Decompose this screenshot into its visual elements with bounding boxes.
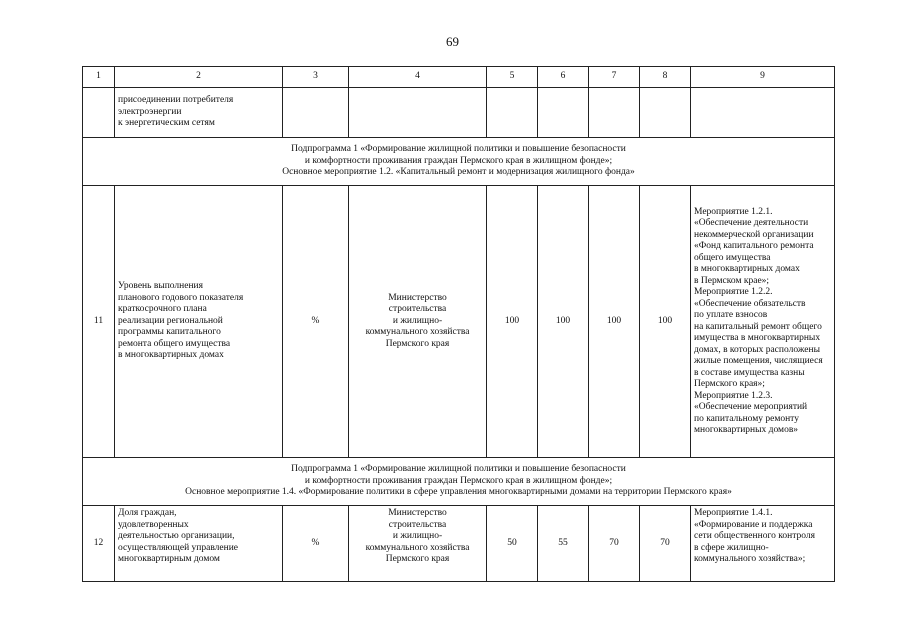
value-cell: 100 — [640, 186, 691, 458]
header-cell: 8 — [640, 67, 691, 88]
page-number: 69 — [446, 34, 459, 49]
value-cell — [538, 88, 589, 138]
subprogram-row — [83, 138, 835, 186]
header-cell: 2 — [115, 67, 283, 88]
value-cell — [487, 88, 538, 138]
table-row — [83, 186, 835, 458]
header-cell: 1 — [83, 67, 115, 88]
header-cell: 5 — [487, 67, 538, 88]
unit-cell: % — [283, 186, 349, 458]
measures-cell — [691, 88, 835, 138]
unit-cell — [283, 88, 349, 138]
indicator-cell: Уровень выполнения планового годового показателя краткосрочного плана реализации региональной программы капитального ремонта общего имущества в многоквартирных домах — [115, 186, 283, 458]
header-cell: 7 — [589, 67, 640, 88]
indicators-table — [82, 66, 835, 582]
table-row — [83, 506, 835, 582]
executor-cell: Министерство строительства и жилищно- коммунального хозяйства Пермского края — [349, 186, 487, 458]
executor-cell: Министерство строительства и жилищно- коммунального хозяйства Пермского края — [349, 506, 487, 582]
indicator-cell: Доля граждан, удовлетворенных деятельностью организации, осуществляющей управление многоквартирным домом — [115, 506, 283, 582]
indicator-cell: присоединении потребителя электроэнергии к энергетическим сетям — [115, 88, 283, 138]
header-cell: 4 — [349, 67, 487, 88]
value-cell: 100 — [487, 186, 538, 458]
unit-cell: % — [283, 506, 349, 582]
row-number-cell: 11 — [83, 186, 115, 458]
measures-cell: Мероприятие 1.4.1. «Формирование и поддержка сети общественного контроля в сфере жилищно- коммунального хозяйства»; — [691, 506, 835, 582]
value-cell — [640, 88, 691, 138]
header-cell: 6 — [538, 67, 589, 88]
table-row — [83, 88, 835, 138]
value-cell: 70 — [589, 506, 640, 582]
value-cell: 100 — [538, 186, 589, 458]
value-cell: 55 — [538, 506, 589, 582]
subprogram-heading: Подпрограмма 1 «Формирование жилищной политики и повышение безопасности и комфортности проживания граждан Пермского края в жилищном фонде»; Основное мероприятие 1.2. «Капитальный ремонт и модернизация жилищного фонда» — [83, 138, 835, 186]
table-header-row — [83, 67, 835, 88]
header-cell: 9 — [691, 67, 835, 88]
subprogram-row — [83, 458, 835, 506]
measures-cell: Мероприятие 1.2.1. «Обеспечение деятельности некоммерческой организации «Фонд капитального ремонта общего имущества в многоквартирных домах в Пермском крае»; Мероприятие 1.2.2. «Обеспечение обязательств по уплате взносов на капитальный ремонт общего имущества в многоквартирных домах, в которых расположены жилые помещения, числящиеся в составе имущества казны Пермского края»; Мероприятие 1.2.3. «Обеспечение мероприятий по капитальному ремонту многоквартирных домов» — [691, 186, 835, 458]
row-number-cell: 12 — [83, 506, 115, 582]
value-cell: 70 — [640, 506, 691, 582]
value-cell — [589, 88, 640, 138]
value-cell: 50 — [487, 506, 538, 582]
header-cell: 3 — [283, 67, 349, 88]
subprogram-heading: Подпрограмма 1 «Формирование жилищной политики и повышение безопасности и комфортности проживания граждан Пермского края в жилищном фонде»; Основное мероприятие 1.4. «Формирование политики в сфере управления многоквартирными домами на территории Пермского края» — [83, 458, 835, 506]
value-cell: 100 — [589, 186, 640, 458]
executor-cell — [349, 88, 487, 138]
row-number-cell — [83, 88, 115, 138]
